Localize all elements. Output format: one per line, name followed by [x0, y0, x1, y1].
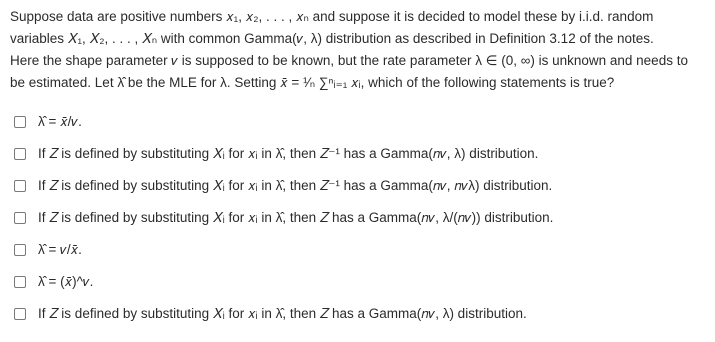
option-label: λ̂ = (𝑥̄)^𝜈. — [38, 274, 94, 289]
answer-option-2[interactable] — [14, 138, 704, 170]
checkbox[interactable] — [14, 244, 26, 256]
checkbox[interactable] — [14, 212, 26, 224]
question-line-3: Here the shape parameter 𝜈 is supposed to be known, but the rate parameter λ ∈ (0, ∞) is unknown and needs to — [10, 53, 688, 68]
question-line-1: Suppose data are positive numbers 𝑥₁, 𝑥₂, . . . , 𝑥ₙ and suppose it is decided to model these by i.i.d. random — [10, 9, 654, 24]
question-text — [10, 6, 710, 94]
option-label: If 𝑍 is defined by substituting 𝑋ᵢ for 𝑥ᵢ in λ̂, then 𝑍 has a Gamma(𝑛𝜈, λ/(𝑛𝜈)) distribution. — [38, 210, 554, 225]
checkbox[interactable] — [14, 148, 26, 160]
answer-options — [14, 106, 704, 330]
answer-option-3[interactable] — [14, 170, 704, 202]
checkbox[interactable] — [14, 180, 26, 192]
answer-option-5[interactable] — [14, 234, 704, 266]
option-label: λ̂ = 𝑥̄/𝜈. — [38, 114, 82, 129]
question-line-2: variables 𝑋₁, 𝑋₂, . . . , 𝑋ₙ with common Gamma(𝜈, λ) distribution as described in Definition 3.12 of the notes. — [10, 31, 654, 46]
answer-option-1[interactable] — [14, 106, 704, 138]
option-label: If 𝑍 is defined by substituting 𝑋ᵢ for 𝑥ᵢ in λ̂, then 𝑍 has a Gamma(𝑛𝜈, λ) distribution. — [38, 306, 527, 321]
checkbox[interactable] — [14, 116, 26, 128]
answer-option-7[interactable] — [14, 298, 704, 330]
option-label: If 𝑍 is defined by substituting 𝑋ᵢ for 𝑥ᵢ in λ̂, then 𝑍⁻¹ has a Gamma(𝑛𝜈, λ) distribution. — [38, 146, 539, 161]
answer-option-6[interactable] — [14, 266, 704, 298]
checkbox[interactable] — [14, 308, 26, 320]
question-line-4: be estimated. Let λ̂ be the MLE for λ. Setting 𝑥̄ = ¹⁄ₙ ∑ⁿᵢ₌₁ 𝑥ᵢ, which of the following statements is true? — [10, 75, 615, 90]
checkbox[interactable] — [14, 276, 26, 288]
option-label: λ̂ = 𝜈/𝑥̄. — [38, 242, 82, 257]
answer-option-4[interactable] — [14, 202, 704, 234]
option-label: If 𝑍 is defined by substituting 𝑋ᵢ for 𝑥ᵢ in λ̂, then 𝑍⁻¹ has a Gamma(𝑛𝜈, 𝑛𝜈λ) distribution. — [38, 178, 553, 193]
